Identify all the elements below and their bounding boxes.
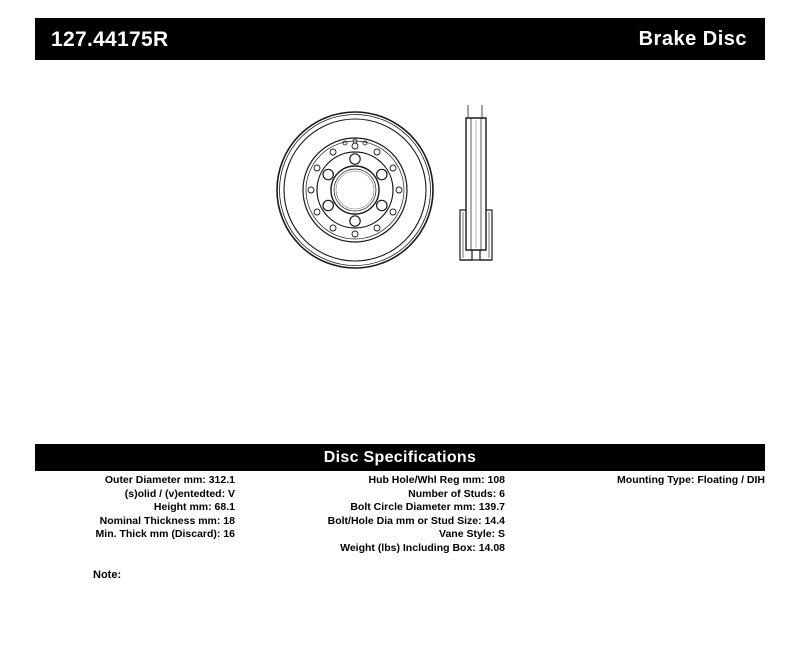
spec-item: Min. Thick mm (Discard): 16 — [95, 528, 235, 541]
spec-item: Height mm: 68.1 — [153, 501, 235, 514]
spec-item: Mounting Type: Floating / DIH — [617, 474, 765, 486]
page-title: Brake Disc — [638, 28, 747, 50]
spec-column-left — [35, 474, 235, 542]
rotor-drawing-svg — [250, 90, 570, 290]
spec-item: Bolt Circle Diameter mm: 139.7 — [350, 501, 505, 514]
spec-item: Vane Style: S — [439, 528, 505, 541]
part-number: 127.44175R — [51, 27, 169, 51]
spec-columns — [35, 474, 765, 574]
header-bar — [35, 18, 765, 60]
product-drawing — [250, 90, 570, 290]
brake-rotor-face-view — [277, 112, 433, 268]
spec-column-right — [515, 474, 765, 488]
spec-item: Bolt/Hole Dia mm or Stud Size: 14.4 — [327, 514, 505, 527]
brake-rotor-edge-view — [460, 105, 492, 260]
spec-section-title: Disc Specifications — [323, 448, 477, 466]
spec-item: Weight (lbs) Including Box: 14.08 — [340, 541, 505, 554]
note-label: Note: — [93, 569, 122, 581]
spec-column-middle — [245, 474, 505, 556]
spec-item: Outer Diameter mm: 312.1 — [104, 474, 235, 486]
spec-item: (s)olid / (v)entedted: V — [124, 487, 235, 500]
spec-item: Number of Studs: 6 — [408, 487, 505, 500]
spec-section-bar — [35, 444, 765, 471]
spec-item: Hub Hole/Whl Reg mm: 108 — [368, 474, 505, 486]
spec-item: Nominal Thickness mm: 18 — [99, 514, 235, 527]
